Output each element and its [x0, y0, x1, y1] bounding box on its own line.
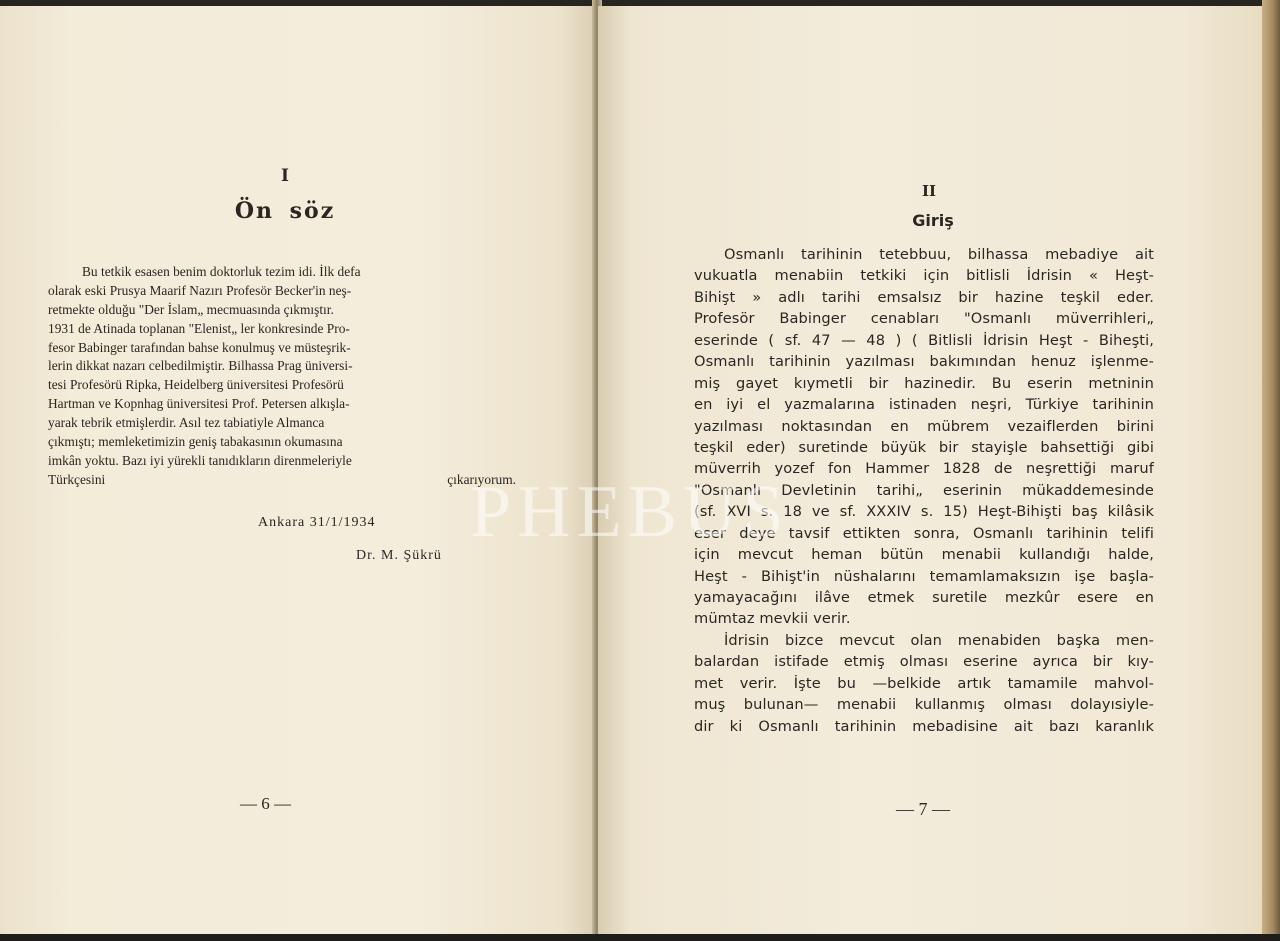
text-line: olarak eski Prusya Maarif Nazırı Profesör Becker'in neş- — [48, 282, 352, 298]
text-line: İdrisin bizce mevcut olan menabiden başka men- — [724, 631, 1154, 649]
section-title-right: Giriş — [912, 211, 954, 230]
text-line: met verir. İşte bu —belkide artık tamamile mahvol- — [694, 674, 1154, 692]
text-line: miş gayet kıymetli bir hazinedir. Bu eserin metninin — [694, 374, 1154, 392]
section-title-left: Ön söz — [234, 198, 336, 224]
right-page-body — [694, 244, 1154, 737]
text-line: imkân yoktu. Bazı iyi yürekli tanıdıkların direnmeleriyle — [48, 452, 352, 468]
text-line: eserinde ( sf. 47 — 48 ) ( Bitlisli İdrisin Heşt - Biheşti, — [694, 331, 1154, 349]
text-line: en iyi el yazmalarına istinaden neşri, Türkiye tarihinin — [694, 396, 1154, 414]
text-line: Türkçesini çıkarıyorum. — [48, 471, 516, 487]
text-line: Heşt - Bihişt'in nüshalarını temamlamaksızın işe başla- — [694, 567, 1154, 585]
text-line: çıkmıştı; memleketimizin geniş tabakasının okumasına — [48, 434, 343, 450]
text-line: mümtaz mevkii verir. — [694, 610, 851, 628]
text-line: lerin dikkat nazarı celbedilmiştir. Bilhassa Prag üniversi- — [48, 358, 353, 374]
text-line: dir ki Osmanlı tarihinin mebadisine ait bazı karanlık — [694, 717, 1154, 735]
place-date: Ankara 31/1/1934 — [258, 515, 376, 530]
text-line: Bu tetkik esasen benim doktorluk tezim idi. İlk defa — [82, 264, 361, 279]
text-line: müverrih yozef fon Hammer 1828 de neşrettiği maruf — [694, 460, 1154, 478]
text-line: tesi Profesörü Ripka, Heidelberg üniversitesi Profesörü — [48, 377, 344, 393]
page-number-left: — 6 — — [240, 794, 291, 813]
text-line: yamayacağını ilâve etmek suretile mezkûr esere en — [694, 589, 1154, 606]
text-line: eser deye tavsif ettikten sonra, Osmanlı tarihinin telifi — [694, 524, 1154, 542]
text-line: 1931 de Atinada toplanan "Elenist„ ler konkresinde Pro- — [48, 320, 350, 336]
section-number-right: II — [921, 182, 937, 200]
text-line: yarak tebrik etmişlerdir. Asıl tez tabiatiyle Almanca — [48, 415, 325, 431]
watermark: PHEBUS — [470, 471, 790, 553]
author-signature: Dr. M. Şükrü — [356, 548, 442, 563]
text-line: "Osmanlı Devletinin tarihi„ eserinin mükaddemesinde — [694, 481, 1154, 499]
page-number-right: — 7 — — [896, 799, 950, 819]
text-line: vukuatla menabiin tetkiki için bitlisli İdrisin « Heşt- — [694, 267, 1154, 285]
text-line: Osmanlı tarihinin tetebbuu, bilhassa mebadiye ait — [724, 246, 1154, 263]
text-line: Osmanlı tarihinin yazılması bakımından henuz işlenme- — [694, 353, 1154, 371]
text-line: Profesör Babinger cenabları "Osmanlı müverrihleri„ — [694, 310, 1154, 328]
text-line: teşkil eder) suretinde büyük bir stayişle bahsettiği gibi — [694, 438, 1154, 456]
left-page — [0, 6, 596, 934]
text-line: Hartman ve Kopnhag üniversitesi Prof. Petersen alkışla- — [48, 396, 350, 412]
book-edge — [1262, 0, 1280, 941]
right-page — [598, 6, 1264, 934]
text-line: balardan istifade etmiş olması eserine ayrıca bir kıy- — [694, 653, 1154, 671]
left-page-body — [48, 263, 516, 490]
text-line: retmekte olduğu "Der İslam„ mecmuasında çıkmıştır. — [48, 301, 334, 317]
text-line: Bihişt » adlı tarihi emsalsız bir hazine teşkil eder. — [694, 288, 1154, 306]
text-line: fesor Babinger tarafından bahse konulmuş ve müsteşrik- — [48, 339, 351, 355]
text-line: muş bulunan— menabii kullanmış olması dolayısiyle- — [694, 696, 1154, 714]
text-line: (sf. XVI s. 18 ve sf. XXXIV s. 15) Heşt-Bihişti baş kilâsik — [694, 503, 1154, 521]
text-line: için mevcut heman bütün menabii kullandığı halde, — [694, 546, 1154, 564]
text-line: yazılması noktasından en mübrem vezaiflerden birini — [694, 417, 1154, 435]
section-number-left: I — [281, 166, 289, 186]
bottom-edge — [0, 934, 1280, 941]
